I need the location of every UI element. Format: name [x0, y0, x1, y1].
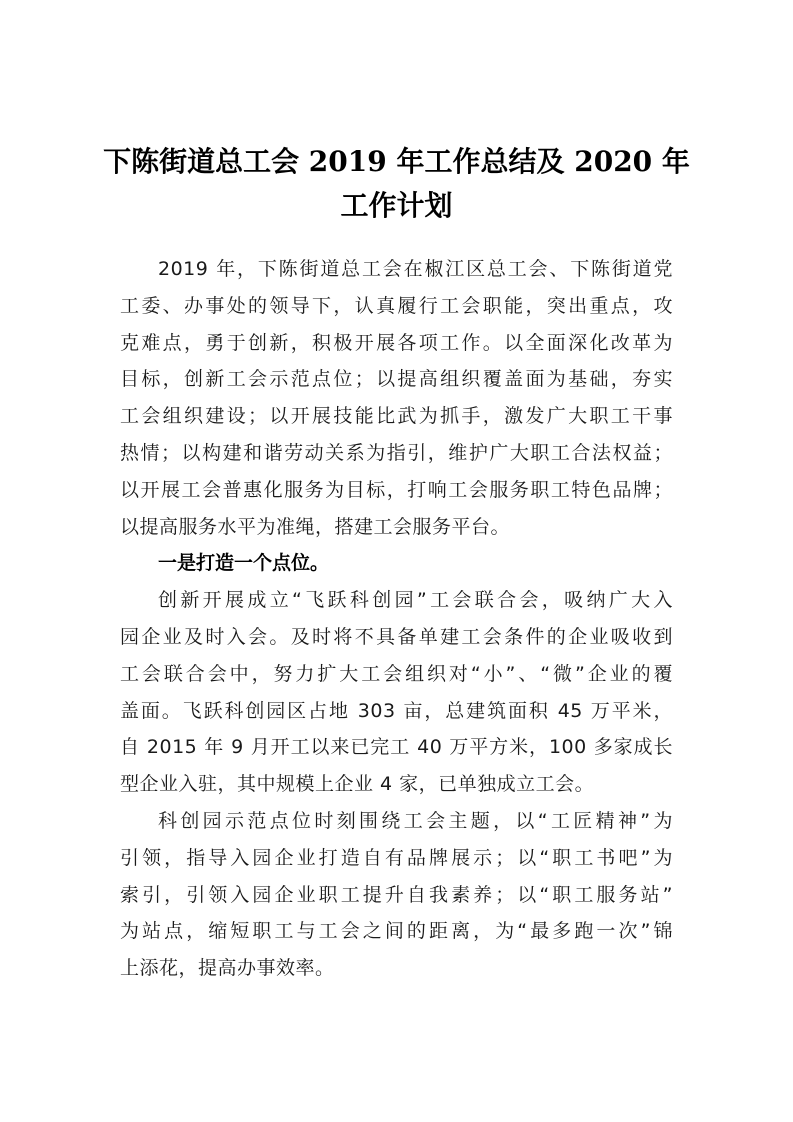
- title-line-1: 下陈街道总工会 2019 年工作总结及 2020 年: [103, 145, 690, 178]
- text-line: 目标，创新工会示范点位；以提高组织覆盖面为基础，夯实: [120, 368, 673, 391]
- text-line: 上添花，提高办事效率。: [120, 957, 335, 980]
- title-line-2: 工作计划: [340, 189, 453, 222]
- text-line: 盖面。飞跃科创园区占地 303 亩，总建筑面积 45 万平米，: [120, 699, 673, 722]
- text-line: 克难点，勇于创新，积极开展各项工作。以全面深化改革为: [120, 331, 673, 354]
- text-line: 索引，引领入园企业职工提升自我素养；以“职工服务站”: [120, 883, 673, 906]
- text-line: 工会联合会中，努力扩大工会组织对“小”、“微”企业的覆: [120, 662, 673, 685]
- text-line: 为站点，缩短职工与工会之间的距离，为“最多跑一次”锦: [120, 920, 673, 943]
- paragraph-intro: [120, 251, 673, 545]
- text-line: 型企业入驻，其中规模上企业 4 家，已单独成立工会。: [120, 773, 595, 796]
- section-heading: 一是打造一个点位。: [158, 552, 330, 575]
- text-line: 以开展工会普惠化服务为目标，打响工会服务职工特色品牌；: [120, 478, 673, 501]
- text-line: 引领，指导入园企业打造自有品牌展示；以“职工书吧”为: [120, 846, 673, 869]
- text-line: 科创园示范点位时刻围绕工会主题，以“工匠精神”为: [158, 809, 673, 832]
- text-line: 热情；以构建和谐劳动关系为指引，维护广大职工合法权益；: [120, 441, 673, 464]
- document-body: [120, 251, 673, 987]
- text-line: 2019 年，下陈街道总工会在椒江区总工会、下陈街道党: [158, 258, 673, 280]
- text-line: 工会组织建设；以开展技能比武为抓手，激发广大职工干事: [120, 405, 673, 428]
- document-title: [100, 140, 693, 228]
- text-line: 以提高服务水平为准绳，搭建工会服务平台。: [120, 515, 511, 538]
- text-line: 自 2015 年 9 月开工以来已完工 40 万平方米，100 多家成长: [120, 736, 673, 759]
- text-line: 工委、办事处的领导下，认真履行工会职能，突出重点，攻: [120, 294, 673, 317]
- text-line: 创新开展成立“飞跃科创园”工会联合会，吸纳广大入: [158, 589, 673, 612]
- paragraph-feiyue-union: [120, 582, 673, 803]
- paragraph-demo-site: [120, 803, 673, 987]
- text-line: 园企业及时入会。及时将不具备单建工会条件的企业吸收到: [120, 625, 673, 648]
